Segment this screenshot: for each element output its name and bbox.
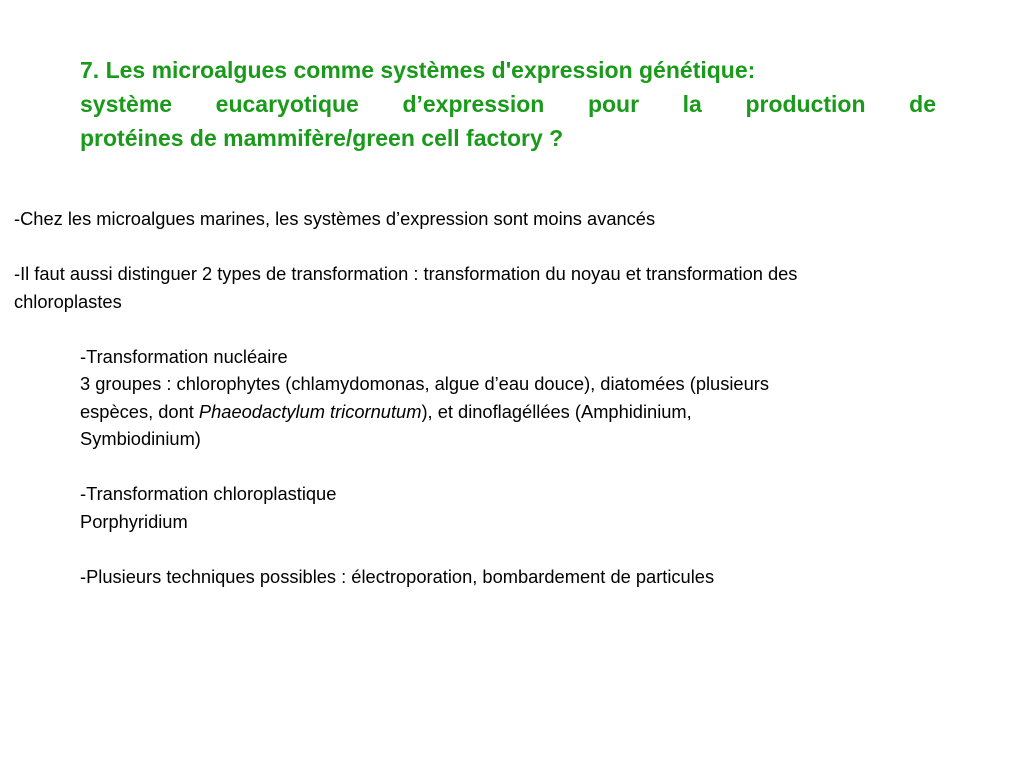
spacer — [14, 233, 1004, 261]
chloroplast-example: Porphyridium — [80, 510, 188, 532]
slide-body — [14, 205, 1004, 590]
slide-title — [80, 53, 936, 155]
spacer — [14, 453, 1004, 481]
bullet-transformation-types-line-2: chloroplastes — [14, 290, 122, 312]
spacer — [14, 315, 1004, 343]
nuclear-transformation-heading: -Transformation nucléaire — [80, 345, 288, 367]
nuclear-groups-line-3: Symbiodinium) — [80, 428, 201, 449]
techniques-bullet: -Plusieurs techniques possibles : électroporation, bombardement de particules — [80, 565, 715, 587]
nuclear-groups-line-1: 3 groupes : chlorophytes (chlamydomonas, algue d’eau douce), diatomées (plusieurs — [80, 373, 769, 394]
nuclear-groups-line-2 — [14, 398, 1004, 426]
title-line-1: 7. Les microalgues comme systèmes d'expression génétique: — [80, 57, 756, 83]
nuclear-groups-text-after: ), et dinoflagéllées (Amphidinium, — [421, 400, 692, 422]
species-name-italic: Phaeodactylum tricornutum — [198, 400, 422, 422]
spacer — [14, 535, 1004, 563]
bullet-marine-expression: -Chez les microalgues marines, les systèmes d’expression sont moins avancés — [14, 208, 656, 229]
title-line-2: système eucaryotique d’expression pour la production de — [80, 91, 936, 117]
nuclear-groups-text-before: espèces, dont — [80, 400, 199, 422]
bullet-transformation-types-line-1: -Il faut aussi distinguer 2 types de transformation : transformation du noyau et transformation des — [14, 263, 798, 284]
title-line-3: protéines de mammifère/green cell factory ? — [80, 125, 564, 151]
chloroplast-transformation-heading: -Transformation chloroplastique — [80, 483, 337, 504]
